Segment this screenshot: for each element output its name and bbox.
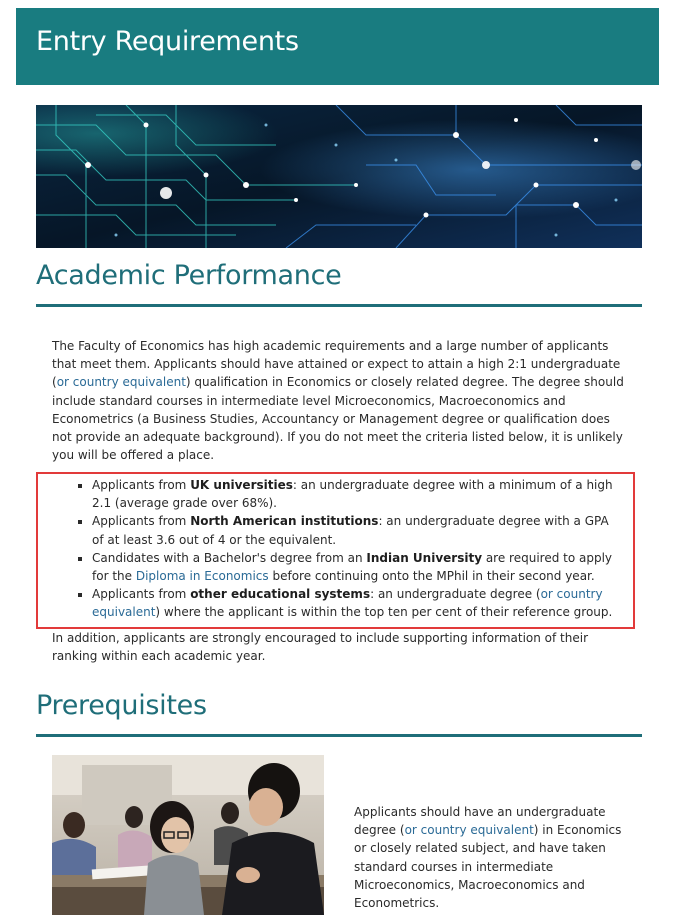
addition-text: In addition, applicants are strongly encouraged to include supporting information of their ranking within each academic year. (52, 631, 589, 664)
page-header (16, 8, 659, 85)
country-equivalent-link[interactable]: or country equivalent (92, 587, 603, 620)
list-item: ▪ Applicants from other educational systems: an undergraduate degree (or country equivalent) where the applicant is within the top ten per cent of their reference group. (92, 585, 624, 621)
list-item: ▪ Applicants from UK universities: an undergraduate degree with a minimum of a high 2.1 (average grade over 68%). (92, 476, 624, 512)
section-divider (36, 304, 642, 307)
academic-intro: The Faculty of Economics has high academic requirements and a large number of applicants that meet them. Applicants should have attained or expect to attain a high 2:1 undergraduate (or country equivalent) qualification in Economics or closely related degree. The degree should include standard courses in intermediate level Microeconomics, Macroeconomics and Econometrics (a Business Studies, Accountancy or Management degree or qualification does not provide an adequate background). If you do not meet the criteria listed below, it is unlikely you will be offered a place. (52, 339, 624, 463)
banner-image (36, 105, 642, 248)
prerequisites-text: Applicants should have an undergraduate degree (or country equivalent) in Economics or closely related subject, and have taken standard courses in intermediate Microeconomics, Macroeconomics and Econometrics. (354, 805, 622, 911)
page-title: Entry Requirements (36, 26, 299, 57)
list-item: ▪ Candidates with a Bachelor's degree from an Indian University are required to apply for the Diploma in Economics before continuing onto the MPhil in their second year. (92, 549, 624, 585)
section-divider (36, 734, 642, 737)
students-exam-photo (52, 755, 324, 915)
list-item: ▪ Applicants from North American institutions: an undergraduate degree with a GPA of at least 3.6 out of 4 or the equivalent. (92, 512, 624, 548)
country-equivalent-link[interactable]: or country equivalent (56, 375, 186, 390)
diploma-in-economics-link[interactable]: Diploma in Economics (135, 569, 269, 584)
prerequisites-heading: Prerequisites (36, 690, 207, 721)
requirements-list (52, 476, 624, 622)
country-equivalent-link[interactable]: or country equivalent (404, 823, 534, 838)
academic-performance-heading: Academic Performance (36, 260, 342, 291)
